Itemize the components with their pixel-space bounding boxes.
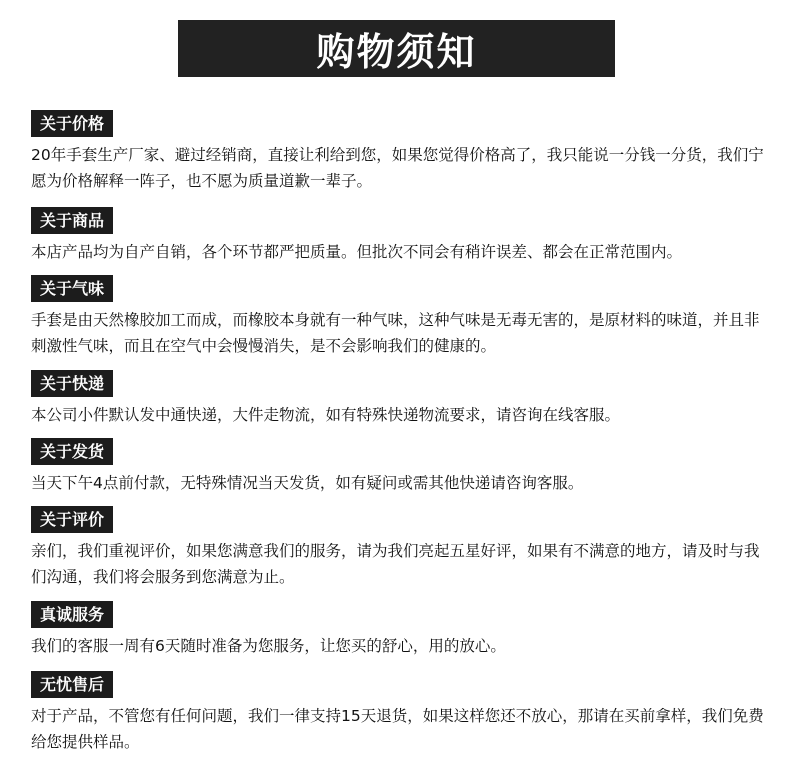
section-smell [31,275,771,359]
section-heading-aftersales: 无忧售后 [31,671,113,698]
section-aftersales [31,671,771,755]
section-service [31,601,771,659]
section-heading-smell: 关于气味 [31,275,113,302]
section-heading-service: 真诚服务 [31,601,113,628]
section-dispatch [31,438,771,496]
section-text-dispatch: 当天下午4点前付款，无特殊情况当天发货，如有疑问或需其他快递请咨询客服。 [31,474,584,492]
section-heading-price: 关于价格 [31,110,113,137]
section-shipping [31,370,771,428]
section-heading-product: 关于商品 [31,207,113,234]
section-text-service: 我们的客服一周有6天随时准备为您服务，让您买的舒心，用的放心。 [31,637,506,655]
section-heading-review: 关于评价 [31,506,113,533]
section-text-review: 亲们，我们重视评价，如果您满意我们的服务，请为我们亮起五星好评，如果有不满意的地方，请及时与我们沟通，我们将会服务到您满意为止。 [31,542,760,586]
section-text-shipping: 本公司小件默认发中通快递，大件走物流，如有特殊快递物流要求，请咨询在线客服。 [31,406,621,424]
section-text-smell: 手套是由天然橡胶加工而成，而橡胶本身就有一种气味，这种气味是无毒无害的，是原材料的味道，并且非刺激性气味，而且在空气中会慢慢消失，是不会影响我们的健康的。 [31,311,760,355]
section-price [31,110,771,194]
section-review [31,506,771,590]
section-text-aftersales: 对于产品，不管您有任何问题，我们一律支持15天退货，如果这样您还不放心，那请在买前拿样，我们免费给您提供样品。 [31,707,764,751]
section-product [31,207,771,265]
section-text-price: 20年手套生产厂家、避过经销商，直接让利给到您，如果您觉得价格高了，我只能说一分钱一分货，我们宁愿为价格解释一阵子，也不愿为质量道歉一辈子。 [31,146,764,190]
section-heading-dispatch: 关于发货 [31,438,113,465]
section-text-product: 本店产品均为自产自销，各个环节都严把质量。但批次不同会有稍许误差、都会在正常范围内。 [31,243,683,261]
page-title: 购物须知 [178,20,615,77]
section-heading-shipping: 关于快递 [31,370,113,397]
